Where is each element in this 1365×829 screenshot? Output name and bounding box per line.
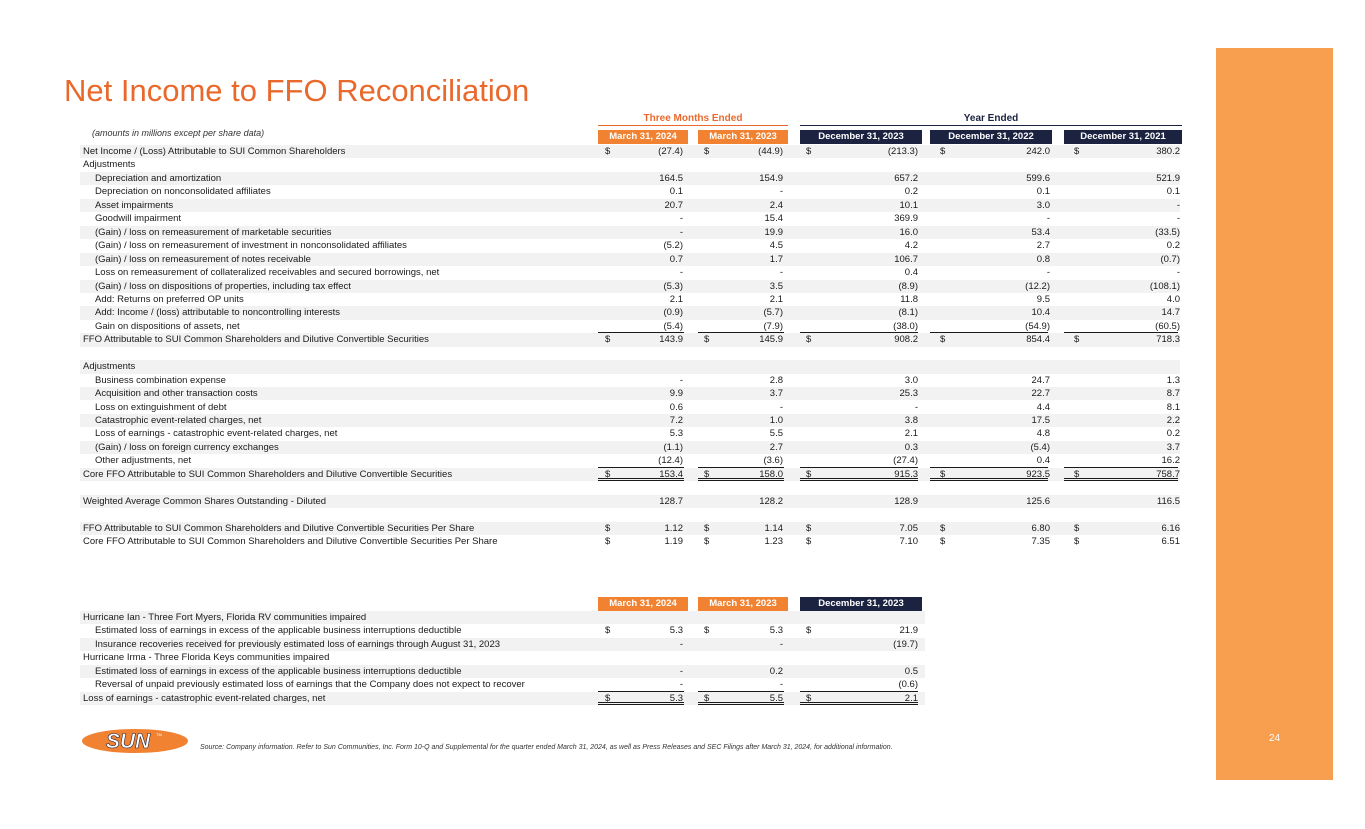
cell-value: (5.4) bbox=[1030, 441, 1050, 453]
cell-value: 1.3 bbox=[1166, 374, 1180, 386]
currency-symbol: $ bbox=[806, 522, 812, 534]
cell-value: 22.7 bbox=[1031, 388, 1050, 400]
row-label: FFO Attributable to SUI Common Shareholders and Dilutive Convertible Securities bbox=[83, 334, 429, 346]
cell-value: - bbox=[679, 213, 683, 225]
cell-value: (33.5) bbox=[1155, 226, 1180, 238]
cell-value: 5.5 bbox=[769, 692, 783, 704]
currency-symbol: $ bbox=[704, 334, 710, 346]
cell-value: 8.7 bbox=[1166, 388, 1180, 400]
table-row bbox=[80, 306, 1180, 319]
cell-value: - bbox=[679, 638, 683, 650]
table-row bbox=[80, 266, 1180, 279]
cell-value: 4.0 bbox=[1166, 293, 1180, 305]
cell-value: - bbox=[679, 226, 683, 238]
column-header: December 31, 2021 bbox=[1064, 130, 1182, 144]
cell-value: (8.1) bbox=[898, 307, 918, 319]
cell-value: 1.19 bbox=[664, 536, 683, 548]
currency-symbol: $ bbox=[704, 468, 710, 480]
cell-value: 380.2 bbox=[1156, 146, 1180, 157]
cell-value: 923.5 bbox=[1026, 468, 1050, 480]
cell-value: 10.4 bbox=[1031, 307, 1050, 319]
cell-value: 145.9 bbox=[759, 334, 783, 346]
cell-value: (27.4) bbox=[658, 146, 683, 157]
cell-value: 0.5 bbox=[904, 665, 918, 677]
underline bbox=[598, 320, 684, 333]
cell-value: 5.3 bbox=[669, 625, 683, 637]
row-label: FFO Attributable to SUI Common Shareholders and Dilutive Convertible Securities Per Share bbox=[83, 522, 475, 534]
cell-value: (19.7) bbox=[893, 638, 918, 650]
cell-value: 11.8 bbox=[900, 293, 918, 305]
cell-value: 20.7 bbox=[664, 199, 683, 211]
double-underline bbox=[930, 468, 1048, 481]
currency-symbol: $ bbox=[704, 625, 710, 637]
table-row bbox=[80, 522, 1180, 535]
cell-value: 15.4 bbox=[764, 213, 783, 225]
cell-value: 718.3 bbox=[1156, 334, 1180, 346]
currency-symbol: $ bbox=[605, 522, 611, 534]
row-label: (Gain) / loss on remeasurement of investment in nonconsolidated affiliates bbox=[95, 240, 407, 252]
cell-value: 0.2 bbox=[769, 665, 783, 677]
cell-value: 521.9 bbox=[1156, 172, 1180, 184]
cell-value: 1.0 bbox=[769, 415, 783, 426]
cell-value: 0.1 bbox=[1036, 186, 1050, 198]
cell-value: (108.1) bbox=[1149, 280, 1180, 292]
row-label: Add: Returns on preferred OP units bbox=[95, 293, 244, 305]
cell-value: (8.9) bbox=[898, 280, 918, 292]
cell-value: 0.1 bbox=[669, 186, 683, 198]
cell-value: 908.2 bbox=[894, 334, 918, 346]
currency-symbol: $ bbox=[806, 692, 812, 704]
underline bbox=[800, 678, 918, 691]
cell-value: 3.7 bbox=[769, 388, 783, 400]
cell-value: - bbox=[779, 267, 783, 279]
column-header: March 31, 2023 bbox=[698, 130, 788, 144]
cell-value: (1.1) bbox=[663, 441, 683, 453]
row-label: Goodwill impairment bbox=[95, 213, 182, 225]
cell-value: 10.1 bbox=[899, 199, 918, 211]
table-row bbox=[80, 293, 1180, 306]
table-row bbox=[80, 226, 1180, 239]
source-footnote: Source: Company information. Refer to Sun Communities, Inc. Form 10-Q and Supplemental for the quarter ended March 31, 2024, as well as Press Releases and SEC Filings after March 31, 2024, for additional information. bbox=[200, 744, 893, 751]
currency-symbol: $ bbox=[806, 536, 812, 548]
table-row bbox=[80, 280, 1180, 293]
table-row bbox=[80, 481, 1180, 494]
cell-value: (0.9) bbox=[663, 307, 683, 319]
cell-value: 7.05 bbox=[899, 522, 918, 534]
cell-value: 657.2 bbox=[894, 172, 918, 184]
cell-value: 1.23 bbox=[764, 536, 783, 548]
cell-value: - bbox=[1176, 213, 1180, 225]
cell-value: 9.9 bbox=[669, 388, 683, 400]
underline bbox=[1064, 320, 1178, 333]
cell-value: 4.5 bbox=[769, 240, 783, 252]
year-ended-header: Year Ended bbox=[800, 113, 1182, 126]
cell-value: 3.5 bbox=[769, 280, 783, 292]
table-row bbox=[80, 185, 1180, 198]
underline bbox=[800, 320, 918, 333]
row-label: Adjustments bbox=[83, 361, 136, 373]
cell-value: 2.7 bbox=[1036, 240, 1050, 252]
currency-symbol: $ bbox=[940, 536, 946, 548]
cell-value: 25.3 bbox=[899, 388, 918, 400]
currency-symbol: $ bbox=[605, 468, 611, 480]
cell-value: 4.8 bbox=[1036, 428, 1050, 440]
table-row bbox=[80, 374, 1180, 387]
cell-value: 4.4 bbox=[1036, 401, 1050, 413]
cell-value: 4.2 bbox=[904, 240, 918, 252]
cell-value: 0.7 bbox=[669, 253, 683, 265]
row-label: Net Income / (Loss) Attributable to SUI Common Shareholders bbox=[83, 146, 346, 157]
cell-value: 19.9 bbox=[764, 226, 783, 238]
cell-value: 24.7 bbox=[1031, 374, 1050, 386]
cell-value: 2.8 bbox=[769, 374, 783, 386]
cell-value: 758.7 bbox=[1156, 468, 1180, 480]
three-months-ended-header: Three Months Ended bbox=[598, 113, 788, 126]
row-label: Loss of earnings - catastrophic event-related charges, net bbox=[95, 428, 338, 440]
row-label: Insurance recoveries received for previously estimated loss of earnings through August 31, 2023 bbox=[95, 638, 501, 650]
currency-symbol: $ bbox=[1074, 522, 1080, 534]
underline bbox=[698, 678, 784, 691]
row-label: Estimated loss of earnings in excess of the applicable business interruptions deductible bbox=[95, 625, 462, 637]
table-row bbox=[80, 360, 1180, 373]
underline bbox=[698, 454, 784, 467]
cell-value: - bbox=[779, 679, 783, 691]
cell-value: 2.1 bbox=[904, 428, 918, 440]
cell-value: 369.9 bbox=[894, 213, 918, 225]
column-header: December 31, 2023 bbox=[800, 130, 922, 144]
column-header: March 31, 2024 bbox=[598, 597, 688, 611]
row-label: Hurricane Irma - Three Florida Keys communities impaired bbox=[83, 652, 330, 664]
cell-value: 128.9 bbox=[894, 495, 918, 507]
column-header: December 31, 2022 bbox=[930, 130, 1052, 144]
cell-value: 6.51 bbox=[1161, 536, 1180, 548]
row-label: Gain on dispositions of assets, net bbox=[95, 320, 240, 332]
cell-value: - bbox=[679, 665, 683, 677]
currency-symbol: $ bbox=[605, 334, 611, 346]
table-row bbox=[80, 508, 1180, 521]
table-row bbox=[80, 145, 1180, 158]
cell-value: (5.3) bbox=[663, 280, 683, 292]
table-row bbox=[80, 253, 1180, 266]
row-label: Core FFO Attributable to SUI Common Shareholders and Dilutive Convertible Securities Per Share bbox=[83, 536, 498, 548]
row-label: Weighted Average Common Shares Outstanding - Diluted bbox=[83, 495, 327, 507]
cell-value: 5.3 bbox=[669, 428, 683, 440]
cell-value: 5.3 bbox=[669, 692, 683, 704]
cell-value: (0.6) bbox=[898, 679, 918, 691]
currency-symbol: $ bbox=[806, 625, 812, 637]
currency-symbol: $ bbox=[1074, 468, 1080, 480]
underline bbox=[598, 678, 684, 691]
cell-value: 143.9 bbox=[659, 334, 683, 346]
cell-value: 17.5 bbox=[1031, 415, 1050, 426]
currency-symbol: $ bbox=[806, 334, 812, 346]
double-underline bbox=[800, 468, 918, 481]
row-label: (Gain) / loss on dispositions of properties, including tax effect bbox=[95, 280, 351, 292]
table-row bbox=[80, 535, 1180, 548]
cell-value: - bbox=[1046, 267, 1050, 279]
cell-value: - bbox=[679, 374, 683, 386]
row-label: Other adjustments, net bbox=[95, 455, 192, 467]
cell-value: 1.7 bbox=[769, 253, 783, 265]
cell-value: 854.4 bbox=[1026, 334, 1050, 346]
underline bbox=[930, 320, 1048, 333]
table-row bbox=[80, 454, 1180, 467]
cell-value: (5.4) bbox=[663, 320, 683, 332]
row-label: (Gain) / loss on remeasurement of notes receivable bbox=[95, 253, 311, 265]
cell-value: 6.80 bbox=[1031, 522, 1050, 534]
row-label: Depreciation and amortization bbox=[95, 172, 222, 184]
currency-symbol: $ bbox=[605, 536, 611, 548]
row-label: Hurricane Ian - Three Fort Myers, Florida RV communities impaired bbox=[83, 612, 367, 623]
row-label: Business combination expense bbox=[95, 374, 226, 386]
currency-symbol: $ bbox=[1074, 334, 1080, 346]
cell-value: 7.35 bbox=[1031, 536, 1050, 548]
underline bbox=[698, 320, 784, 333]
cell-value: 106.7 bbox=[894, 253, 918, 265]
currency-symbol: $ bbox=[940, 522, 946, 534]
cell-value: 0.4 bbox=[904, 267, 918, 279]
cell-value: 915.3 bbox=[894, 468, 918, 480]
row-label: Loss on remeasurement of collateralized receivables and secured borrowings, net bbox=[95, 267, 440, 279]
cell-value: 7.2 bbox=[669, 415, 683, 426]
cell-value: 2.1 bbox=[769, 293, 783, 305]
cell-value: 125.6 bbox=[1026, 495, 1050, 507]
table-row bbox=[80, 320, 1180, 333]
currency-symbol: $ bbox=[704, 692, 710, 704]
amounts-note: (amounts in millions except per share data) bbox=[92, 128, 265, 138]
table-row bbox=[80, 638, 925, 651]
underline bbox=[800, 454, 918, 467]
table-row bbox=[80, 692, 925, 705]
currency-symbol: $ bbox=[704, 536, 710, 548]
table-row bbox=[80, 427, 1180, 440]
table-row bbox=[80, 678, 925, 691]
table-row bbox=[80, 387, 1180, 400]
cell-value: 0.8 bbox=[1036, 253, 1050, 265]
cell-value: - bbox=[1046, 213, 1050, 225]
cell-value: 1.14 bbox=[764, 522, 783, 534]
cell-value: 0.4 bbox=[1036, 455, 1050, 467]
table-row bbox=[80, 611, 925, 624]
cell-value: - bbox=[1176, 199, 1180, 211]
table-row bbox=[80, 212, 1180, 225]
double-underline bbox=[698, 468, 784, 481]
cell-value: - bbox=[679, 679, 683, 691]
cell-value: 21.9 bbox=[899, 625, 918, 637]
cell-value: - bbox=[914, 401, 918, 413]
currency-symbol: $ bbox=[806, 468, 812, 480]
currency-symbol: $ bbox=[940, 334, 946, 346]
cell-value: (12.4) bbox=[658, 455, 683, 467]
cell-value: 0.2 bbox=[1166, 428, 1180, 440]
cell-value: 0.3 bbox=[904, 441, 918, 453]
cell-value: 164.5 bbox=[659, 172, 683, 184]
double-underline bbox=[800, 692, 918, 705]
cell-value: (0.7) bbox=[1160, 253, 1180, 265]
row-label: Adjustments bbox=[83, 159, 136, 171]
cell-value: 3.7 bbox=[1166, 441, 1180, 453]
currency-symbol: $ bbox=[1074, 536, 1080, 548]
row-label: Depreciation on nonconsolidated affiliates bbox=[95, 186, 271, 198]
cell-value: (60.5) bbox=[1155, 320, 1180, 332]
double-underline bbox=[1064, 468, 1178, 481]
currency-symbol: $ bbox=[1074, 146, 1080, 157]
cell-value: 7.10 bbox=[899, 536, 918, 548]
cell-value: (38.0) bbox=[893, 320, 918, 332]
cell-value: (5.2) bbox=[663, 240, 683, 252]
cell-value: 16.2 bbox=[1161, 455, 1180, 467]
cell-value: 0.1 bbox=[1166, 186, 1180, 198]
double-underline bbox=[598, 692, 684, 705]
table-row bbox=[80, 414, 1180, 427]
row-label: Loss of earnings - catastrophic event-related charges, net bbox=[83, 692, 326, 704]
cell-value: - bbox=[779, 638, 783, 650]
cell-value: 128.7 bbox=[659, 495, 683, 507]
column-header: March 31, 2024 bbox=[598, 130, 688, 144]
currency-symbol: $ bbox=[605, 146, 611, 157]
row-label: (Gain) / loss on remeasurement of marketable securities bbox=[95, 226, 332, 238]
logo-tm: TM bbox=[156, 732, 162, 737]
currency-symbol: $ bbox=[940, 146, 946, 157]
logo-text: SUN bbox=[105, 730, 151, 753]
cell-value: - bbox=[779, 401, 783, 413]
cell-value: 2.2 bbox=[1166, 415, 1180, 426]
sun-logo bbox=[80, 727, 190, 760]
cell-value: 128.2 bbox=[759, 495, 783, 507]
table-row bbox=[80, 347, 1180, 360]
cell-value: 1.12 bbox=[664, 522, 683, 534]
cell-value: 2.7 bbox=[769, 441, 783, 453]
cell-value: 158.0 bbox=[759, 468, 783, 480]
page-number: 24 bbox=[1268, 733, 1281, 744]
table-row bbox=[80, 199, 1180, 212]
cell-value: - bbox=[679, 267, 683, 279]
cell-value: 0.2 bbox=[1166, 240, 1180, 252]
cell-value: 16.0 bbox=[899, 226, 918, 238]
column-header: March 31, 2023 bbox=[698, 597, 788, 611]
column-header: December 31, 2023 bbox=[800, 597, 922, 611]
table-row bbox=[80, 441, 1180, 454]
cell-value: 153.4 bbox=[659, 468, 683, 480]
currency-symbol: $ bbox=[940, 468, 946, 480]
currency-symbol: $ bbox=[605, 625, 611, 637]
cell-value: - bbox=[1176, 267, 1180, 279]
page-title: Net Income to FFO Reconciliation bbox=[64, 73, 530, 108]
currency-symbol: $ bbox=[704, 522, 710, 534]
currency-symbol: $ bbox=[605, 692, 611, 704]
cell-value: 2.1 bbox=[904, 692, 918, 704]
cell-value: 599.6 bbox=[1026, 172, 1050, 184]
cell-value: 3.0 bbox=[904, 374, 918, 386]
cell-value: - bbox=[779, 186, 783, 198]
table-row bbox=[80, 401, 1180, 414]
underline bbox=[930, 454, 1048, 467]
cell-value: 3.8 bbox=[904, 415, 918, 426]
cell-value: (7.9) bbox=[763, 320, 783, 332]
table-row bbox=[80, 665, 925, 678]
cell-value: (27.4) bbox=[893, 455, 918, 467]
row-label: Core FFO Attributable to SUI Common Shareholders and Dilutive Convertible Securities bbox=[83, 468, 453, 480]
row-label: Loss on extinguishment of debt bbox=[95, 401, 227, 413]
cell-value: 6.16 bbox=[1161, 522, 1180, 534]
cell-value: 0.6 bbox=[669, 401, 683, 413]
cell-value: 9.5 bbox=[1036, 293, 1050, 305]
cell-value: (44.9) bbox=[758, 146, 783, 157]
cell-value: 154.9 bbox=[759, 172, 783, 184]
row-label: Reversal of unpaid previously estimated loss of earnings that the Company does not expect to recover bbox=[95, 679, 525, 691]
cell-value: (54.9) bbox=[1025, 320, 1050, 332]
cell-value: 2.4 bbox=[769, 199, 783, 211]
table-row bbox=[80, 333, 1180, 346]
cell-value: 8.1 bbox=[1166, 401, 1180, 413]
cell-value: 2.1 bbox=[669, 293, 683, 305]
table-row bbox=[80, 624, 925, 637]
cell-value: 5.3 bbox=[769, 625, 783, 637]
cell-value: (3.6) bbox=[763, 455, 783, 467]
cell-value: 3.0 bbox=[1036, 199, 1050, 211]
table-row bbox=[80, 651, 925, 664]
cell-value: 0.2 bbox=[904, 186, 918, 198]
table-row bbox=[80, 468, 1180, 481]
double-underline bbox=[598, 468, 684, 481]
row-label: Catastrophic event-related charges, net bbox=[95, 415, 262, 426]
row-label: Add: Income / (loss) attributable to noncontrolling interests bbox=[95, 307, 341, 319]
underline bbox=[598, 454, 684, 467]
cell-value: 242.0 bbox=[1026, 146, 1050, 157]
row-label: Asset impairments bbox=[95, 199, 174, 211]
cell-value: 116.5 bbox=[1156, 495, 1180, 507]
table-row bbox=[80, 239, 1180, 252]
double-underline bbox=[698, 692, 784, 705]
currency-symbol: $ bbox=[704, 146, 710, 157]
cell-value: 53.4 bbox=[1031, 226, 1050, 238]
row-label: (Gain) / loss on foreign currency exchanges bbox=[95, 441, 279, 453]
table-row bbox=[80, 158, 1180, 171]
cell-value: (213.3) bbox=[887, 146, 918, 157]
cell-value: (12.2) bbox=[1025, 280, 1050, 292]
underline bbox=[1064, 454, 1178, 467]
cell-value: 5.5 bbox=[769, 428, 783, 440]
currency-symbol: $ bbox=[806, 146, 812, 157]
cell-value: 14.7 bbox=[1161, 307, 1180, 319]
table-row bbox=[80, 495, 1180, 508]
row-label: Estimated loss of earnings in excess of the applicable business interruptions deductible bbox=[95, 665, 462, 677]
orange-side-band bbox=[1216, 48, 1333, 780]
table-row bbox=[80, 172, 1180, 185]
cell-value: (5.7) bbox=[763, 307, 783, 319]
row-label: Acquisition and other transaction costs bbox=[95, 388, 258, 400]
